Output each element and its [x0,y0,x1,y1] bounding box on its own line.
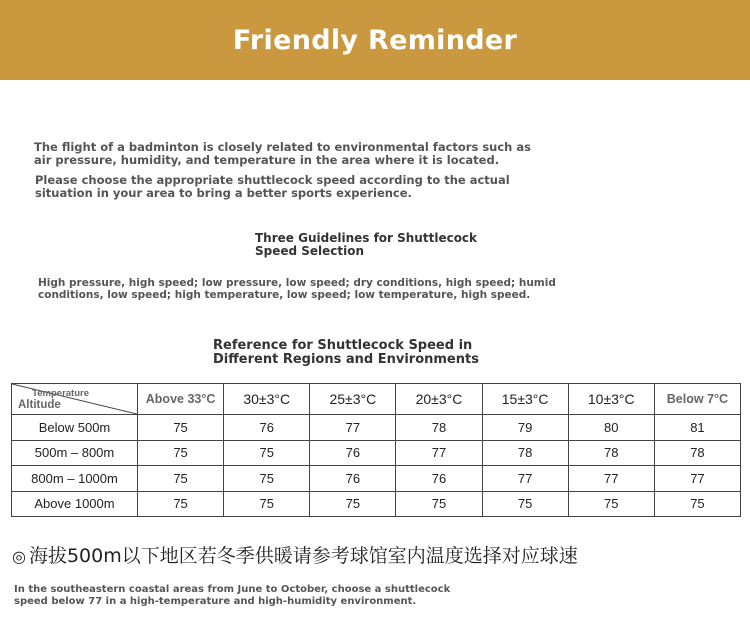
table-cell: 79 [482,415,568,441]
table-cell: 80 [568,415,654,441]
table-cell: 75 [138,440,224,466]
chinese-note-text: 海拔500m以下地区若冬季供暖请参考球馆室内温度选择对应球速 [28,545,578,567]
table-cell: 75 [568,491,654,517]
table-row [12,415,741,441]
table-cell: 77 [482,466,568,492]
column-header: 25±3°C [310,384,396,415]
table-cell: 75 [224,491,310,517]
bullseye-icon: ◎ [12,547,26,566]
table-corner-cell [12,384,138,415]
row-header: Above 1000m [12,491,138,517]
table-cell: 77 [654,466,740,492]
row-header: 500m – 800m [12,440,138,466]
page-title: Friendly Reminder [232,24,518,56]
table-cell: 75 [224,440,310,466]
table-cell: 76 [310,466,396,492]
table-cell: 75 [654,491,740,517]
table-header-row [12,384,741,415]
table-row [12,440,741,466]
table-cell: 75 [224,466,310,492]
reference-title: Reference for Shuttlecock Speed in Different Regions and Environments [213,338,479,367]
table-cell: 75 [396,491,482,517]
table-row [12,491,741,517]
table-cell: 75 [138,466,224,492]
column-header: 15±3°C [482,384,568,415]
column-header: 30±3°C [224,384,310,415]
table-row [12,466,741,492]
table-cell: 75 [310,491,396,517]
table-cell: 77 [568,466,654,492]
table-cell: 76 [224,415,310,441]
column-header: 10±3°C [568,384,654,415]
column-header: Above 33°C [138,384,224,415]
row-header: Below 500m [12,415,138,441]
table-cell: 78 [482,440,568,466]
table-cell: 75 [138,491,224,517]
coastal-note: In the southeastern coastal areas from June to October, choose a shuttlecock speed below 77 in a high-temperature and high-humidity environment. [14,584,451,607]
table-cell: 78 [396,415,482,441]
header-banner [0,0,750,80]
table-cell: 77 [396,440,482,466]
corner-label-altitude: Altitude [18,399,61,411]
table-cell: 76 [310,440,396,466]
table-cell: 78 [654,440,740,466]
row-header: 800m – 1000m [12,466,138,492]
corner-label-temperature: Temperature [32,388,89,399]
guidelines-title: Three Guidelines for Shuttlecock Speed Selection [255,231,478,258]
speed-reference-table [11,383,741,517]
guidelines-text: High pressure, high speed; low pressure, low speed; dry conditions, high speed; humid conditions, low speed; high temperature, low speed; low temperature, high speed. [38,277,556,301]
table-cell: 81 [654,415,740,441]
column-header: 20±3°C [396,384,482,415]
chinese-note [12,541,578,568]
intro-paragraph-2: Please choose the appropriate shuttlecock speed according to the actual situation in your area to bring a better sports experience. [35,173,510,200]
table-cell: 75 [482,491,568,517]
table-cell: 75 [138,415,224,441]
table-cell: 77 [310,415,396,441]
table-cell: 78 [568,440,654,466]
column-header: Below 7°C [654,384,740,415]
intro-paragraph-1: The flight of a badminton is closely related to environmental factors such as air pressure, humidity, and temperature in the area where it is located. [34,140,531,167]
table-cell: 76 [396,466,482,492]
